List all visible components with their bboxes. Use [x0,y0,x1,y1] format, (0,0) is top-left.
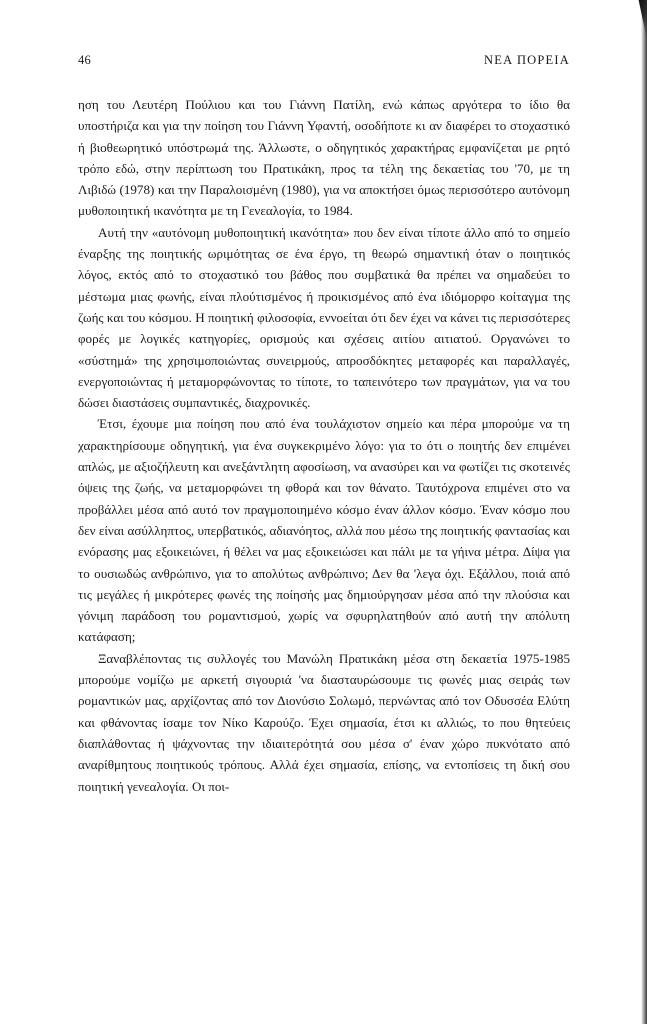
page-header [78,53,570,69]
page-edge-shadow [641,0,647,1024]
paragraph: Ξαναβλέποντας τις συλλογές του Μανώλη Πρατικάκη μέσα στη δεκαετία 1975-1985 μπορούμε νομίζω με αρκετή σιγουριά 'να διασταυρώσουμε τις φωνές μιας σειράς των ρομαντικών μας, αρχίζοντας από τον Διονύσιο Σολωμό, περνώντας από τον Οδυσσέα Ελύτη και φθάνοντας ίσαμε τον Νίκο Καρούζο. Έχει σημασία, έτσι κι αλλιώς, το που θητεύεις διαπλάθοντας ή ψάχνοντας την ιδιαιτερότητά σου μέσα σ' έναν χώρο πυκνότατο από αναρίθμητους ποιητικούς τρόπους. Αλλά έχει σημασία, επίσης, να εντοπίσεις τη δική σου ποιητική γενεαλογία. Οι ποι- [78,650,570,794]
body-text [78,94,570,797]
paragraph: Έτσι, έχουμε μια ποίηση που από ένα τουλάχιστον σημείο και πέρα μπορούμε να τη χαρακτηρίσουμε οδηγητική, για ένα συγκεκριμένο λόγο: για το ότι ο ποιητής δεν επιμένει απλώς, με αξιοζήλευτη και ανεξάντλητη αφοσίωση, να ανασύρει και να φωτίζει τις σκοτεινές όψεις της ζωής, να μεταμορφώνει τη φθορά και τον θάνατο. Ταυτόχρονα επιμένει στο να προβάλλει μέσα από αυτό τον πραγμοποιημένο κόσμο έναν άλλον κόσμο. Έναν κόσμο που δεν είναι ασύλληπτος, υπερβατικός, αδιανόητος, αλλά που μέσω της ποιητικής φαντασίας και ενόρασης μας εξοικειώνει, ή θέλει να μας εξοικειώσει και πάλι με τα γήινα μέτρα. Δίψα για το ουσιωδώς ανθρώπινο, για το απολύτως ανθρώπινο; Δεν θα 'λεγα όχι. Εξάλλου, ποιά από τις μεγάλες ή μικρότερες φωνές της ποίησής μας δημιούργησαν μέσα από την πλούσια και γόνιμη παράδοση του ρομαντισμού, χωρίς να σφυρηλατηθούν από αυτή την απόλυτη κατάφαση; [78,416,570,645]
page-number: 46 [78,53,92,67]
paragraph: Αυτή την «αυτόνομη μυθοποιητική ικανότητα» που δεν είναι τίποτε άλλο από το σημείο έναρξης της ποιητικής ωριμότητας σε ένα έργο, τη θεωρώ σημαντική όταν ο ποιητικός λόγος, εκτός από το στοχαστικό του βάθος που συμβατικά θα πρέπει να σημαδεύει το μέστωμα μιας φωνής, είναι πλούτισμένος ή προικισμένος από ένα ιδιόμορφο κοίταγμα της ζωής και του κόσμου. Η ποιητική φιλοσοφία, εννοείται ότι δεν έχει να κάνει τις περισσότερες φορές με λογικές κατηγορίες, ορισμούς και σχέσεις αιτίου αιτιατού. Οργανώνει το «σύστημά» της χρησιμοποιώντας συνειρμούς, απροσδόκητες μεταφορές και παραλλαγές, ενεργοποιώντας ή μεταμορφώνοντας το τίποτε, το ταπεινότερο των πραγμάτων, για να του δώσει διαστάσεις συμπαντικές, διαχρονικές. [78,224,570,411]
paragraph-continuation: ηση του Λευτέρη Πούλιου και του Γιάννη Πατίλη, ενώ κάπως αργότερα το ίδιο θα υποστήριζα και για την ποίηση του Γιάννη Υφαντή, οσοδήποτε κι αν διαφέρει το στοχαστικό ή βιοθεωρητικό υπόστρωμά της. Άλλωστε, ο οδηγητικός χαρακτήρας εμφανίζεται με ρητό τρόπο εδώ, στην περίπτωση του Πρατικάκη, προς τα τέλη της δεκαετίας του '70, με τη Λιβιδώ (1978) και την Παραλοισμένη (1980), για να αποκτήσει όμως περισσότερο αυτόνομη μυθοποιητική ικανότητα με τη Γενεαλογία, το 1984. [78,97,570,219]
running-title: ΝΕΑ ΠΟΡΕΙΑ [484,53,570,67]
